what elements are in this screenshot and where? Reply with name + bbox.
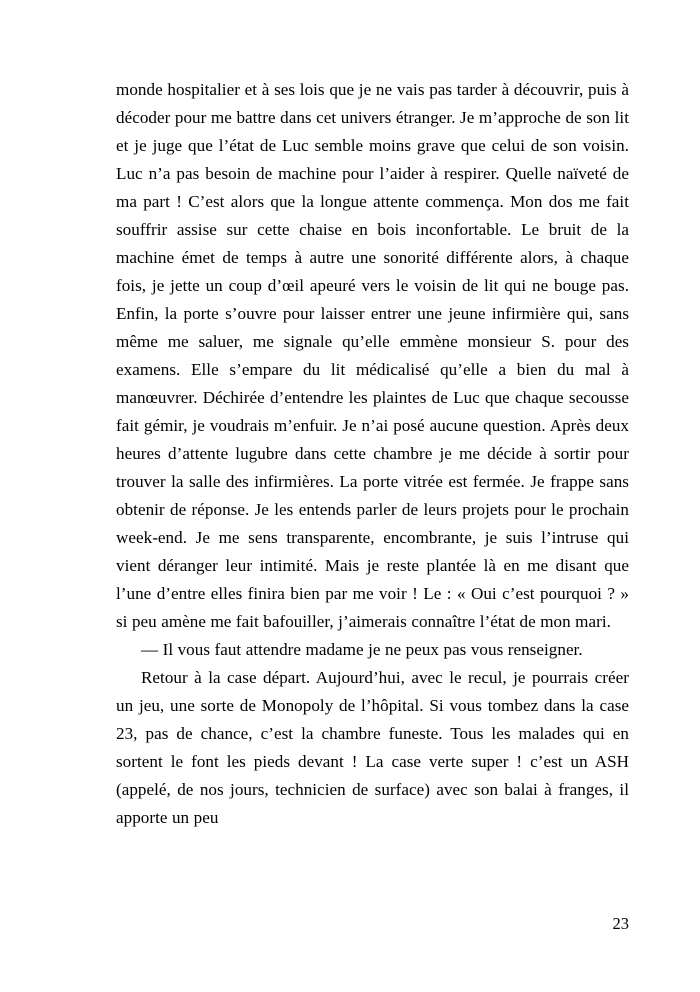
body-paragraph-1: monde hospitalier et à ses lois que je ne vais pas tarder à découvrir, puis à décoder pour me battre dans cet univers étranger. Je m’approche de son lit et je juge que l’état de Luc semble moins grave que celui de son voisin. Luc n’a pas besoin de machine pour l’aider à respirer. Quelle naïveté de ma part ! C’est alors que la longue attente commença. Mon dos me fait souffrir assise sur cette chaise en bois inconfortable. Le bruit de la machine émet de temps à autre une sonorité différente alors, à chaque fois, je jette un coup d’œil apeuré vers le voisin de lit qui ne bouge pas. Enfin, la porte s’ouvre pour laisser entrer une jeune infirmière qui, sans même me saluer, me signale qu’elle emmène monsieur S. pour des examens. Elle s’empare du lit médicalisé qu’elle a bien du mal à manœuvrer. Déchirée d’entendre les plaintes de Luc que chaque secousse fait gémir, je voudrais m’enfuir. Je n’ai posé aucune question. Après deux heures d’attente lugubre dans cette chambre je me décide à sortir pour trouver la salle des infirmières. La porte vitrée est fermée. Je frappe sans obtenir de réponse. Je les entends parler de leurs projets pour le prochain week-end. Je me sens transparente, encombrante, je suis l’intruse qui vient déranger leur intimité. Mais je reste plantée là en me disant que l’une d’entre elles finira bien par me voir ! Le : « Oui c’est pourquoi ? » si peu amène me fait bafouiller, j’aimerais connaître l’état de mon mari. bbox=[116, 80, 629, 631]
body-paragraph-2-dialogue: — Il vous faut attendre madame je ne peux pas vous renseigner. bbox=[141, 640, 583, 659]
page-number: 23 bbox=[612, 914, 629, 933]
body-paragraph-3: Retour à la case départ. Aujourd’hui, avec le recul, je pourrais créer un jeu, une sorte de Monopoly de l’hôpital. Si vous tombez dans la case 23, pas de chance, c’est la chambre funeste. Tous les malades qui en sortent le font les pieds devant ! La case verte super ! c’est un ASH (appelé, de nos jours, technicien de surface) avec son balai à franges, il apporte un peu bbox=[116, 668, 629, 827]
page-text-block bbox=[116, 76, 629, 832]
